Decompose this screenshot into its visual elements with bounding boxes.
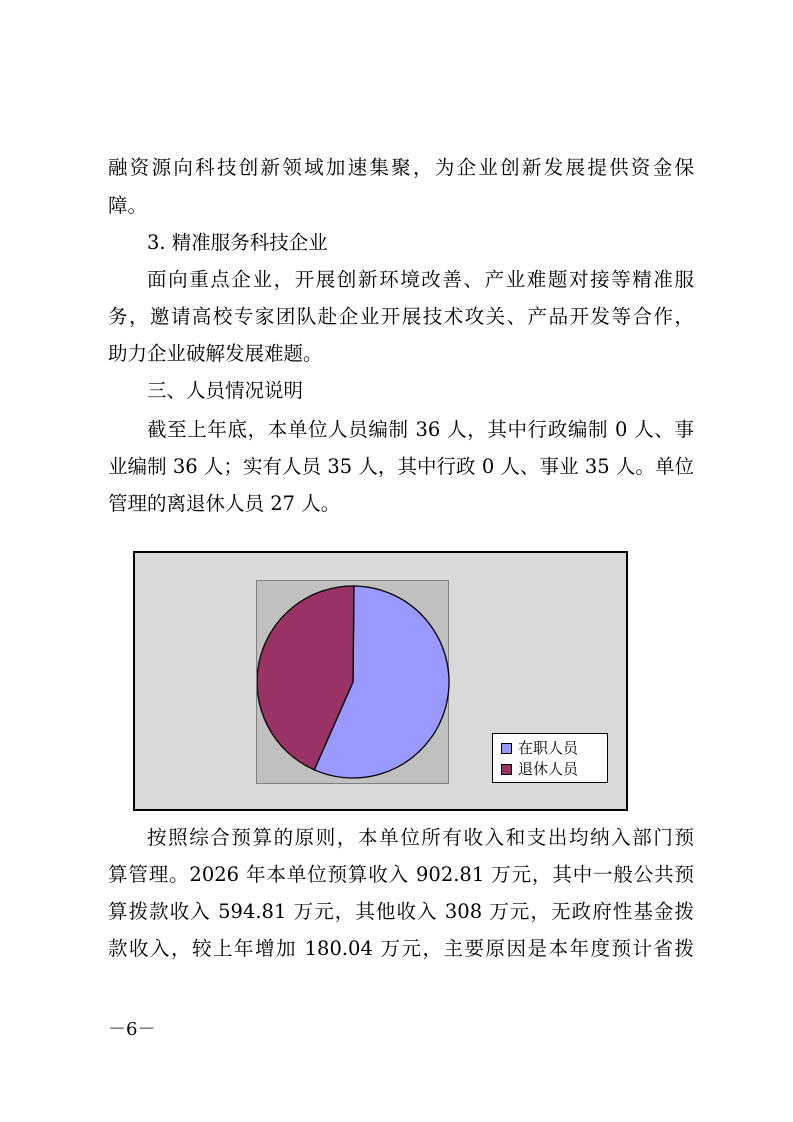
paragraph-line: 障。 [108,194,148,217]
legend-swatch [501,743,512,754]
staff-pie-chart [133,551,628,811]
page-number: －6－ [108,1019,156,1040]
legend-item [501,738,578,758]
paragraph-line: 算拨款收入 594.81 万元，其他收入 308 万元，无政府性基金拨 [108,900,694,923]
legend-label: 在职人员 [518,739,579,757]
paragraph-line: 融资源向科技创新领域加速集聚，为企业创新发展提供资金保 [108,156,694,179]
section-title: 三、人员情况说明 [147,379,304,402]
paragraph-line: 款收入，较上年增加 180.04 万元，主要原因是本年度预计省拨 [108,937,694,960]
paragraph-line: 截至上年底，本单位人员编制 36 人，其中行政编制 0 人、事 [147,418,694,441]
paragraph-line: 算管理。2026 年本单位预算收入 902.81 万元，其中一般公共预 [108,863,694,886]
paragraph-line: 务，邀请高校专家团队赴企业开展技术攻关、产品开发等合作， [108,305,694,328]
paragraph-line: 按照综合预算的原则，本单位所有收入和支出均纳入部门预 [147,826,694,849]
subsection-title: 3. 精准服务科技企业 [147,231,328,254]
paragraph-line: 业编制 36 人；实有人员 35 人，其中行政 0 人、事业 35 人。单位 [108,455,694,478]
legend-item [501,759,578,779]
legend-label: 退休人员 [518,760,579,778]
paragraph-line: 助力企业破解发展难题。 [108,342,323,365]
legend-swatch [501,764,512,775]
chart-plot-area [256,580,449,784]
pie-svg [257,581,450,785]
chart-legend [492,733,608,783]
paragraph-line: 面向重点企业，开展创新环境改善、产业难题对接等精准服 [147,268,694,291]
paragraph-line: 管理的离退休人员 27 人。 [108,492,341,515]
